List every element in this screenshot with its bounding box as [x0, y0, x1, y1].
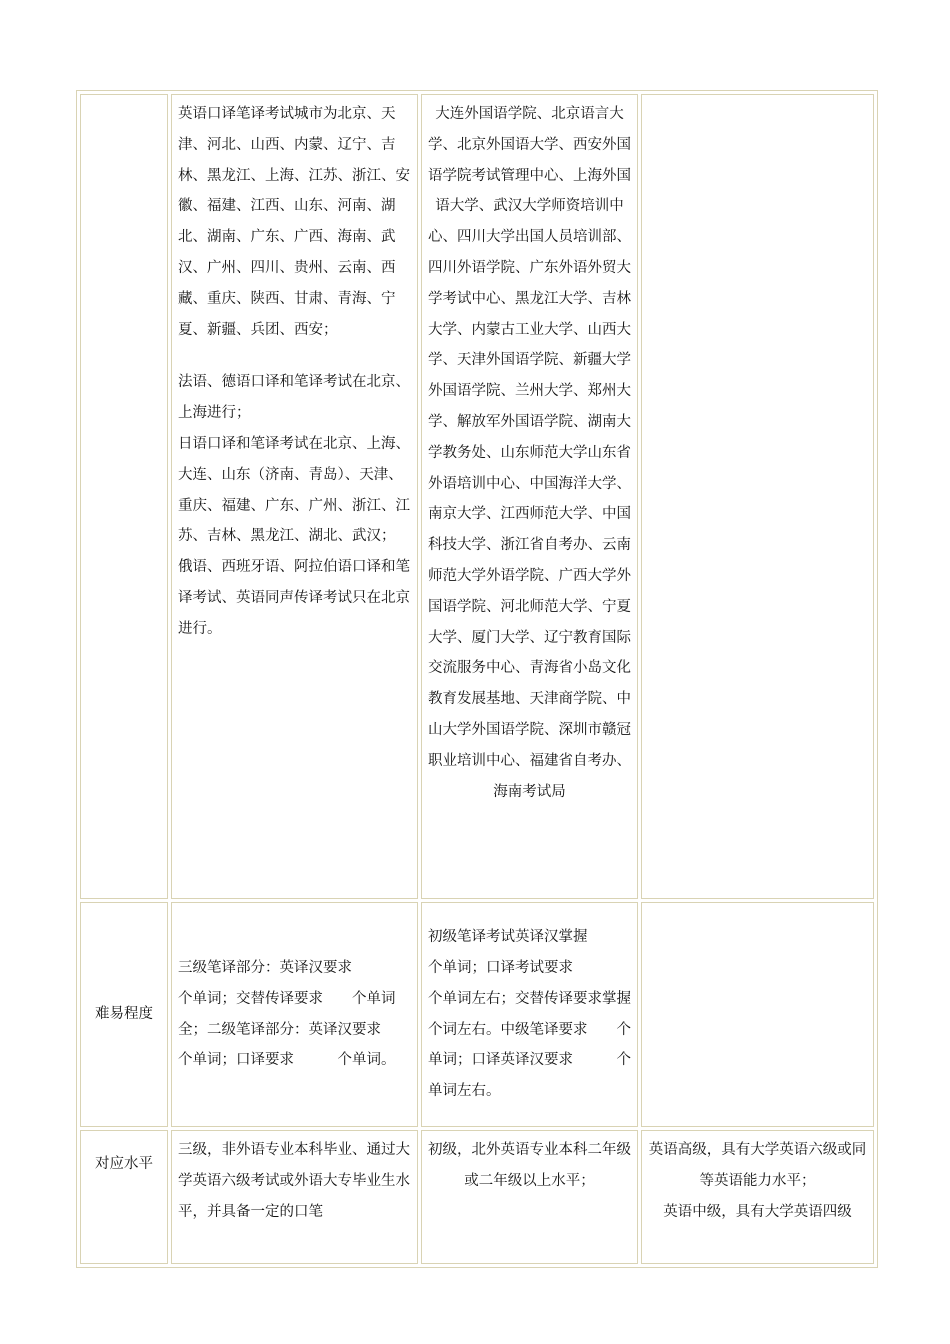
difficulty-label: 难易程度 [80, 902, 168, 1127]
exam-institutions-cell [421, 94, 638, 899]
level-cell-nati [421, 1130, 638, 1264]
level-cell-shanghai [641, 1130, 874, 1264]
difficulty-cell-catti [171, 902, 418, 1127]
table-row-exam-cities [80, 94, 874, 899]
level-text-nati: 初级，北外英语专业本科二年级或二年级以上水平； [428, 1142, 631, 1189]
table-row-difficulty [80, 902, 874, 1127]
japanese-cities-text: 日语口译和笔译考试在北京、上海、大连、山东（济南、青岛）、天津、重庆、福建、广东、广州、浙江、江苏、吉林、黑龙江、湖北、武汉； [178, 435, 410, 545]
difficulty-text-nati: 初级笔译考试英译汉掌握 个单词；口译考试要求 个单词左右；交替传译要求掌握 个词左右。中级笔译要求 个单词；口译英译汉要求 个单词左右。 [428, 929, 660, 1100]
other-languages-cities-text: 俄语、西班牙语、阿拉伯语口译和笔译考试、英语同声传译考试只在北京进行。 [178, 559, 410, 637]
empty-cell [641, 94, 874, 899]
difficulty-text-catti: 三级笔译部分：英译汉要求 个单词；交替传译要求 个单词全；二级笔译部分：英译汉要求 个单词；口译要求 个单词。 [178, 959, 410, 1069]
empty-cell [641, 902, 874, 1127]
level-text-intermediate: 英语中级，具有大学英语四级 [663, 1203, 852, 1220]
french-german-cities-text: 法语、德语口译和笔译考试在北京、上海进行； [178, 374, 410, 422]
exam-comparison-table [76, 90, 878, 1268]
difficulty-cell-nati [421, 902, 660, 1127]
table-row-level [80, 1130, 874, 1264]
level-text-catti: 三级，非外语专业本科毕业、通过大学英语六级考试或外语大专毕业生水平，并具备一定的口笔 [178, 1142, 410, 1220]
level-label: 对应水平 [80, 1130, 168, 1264]
english-cities-text: 英语口译笔译考试城市为北京、天津、河北、山西、内蒙、辽宁、吉林、黑龙江、上海、江苏、浙江、安徽、福建、江西、山东、河南、湖北、湖南、广东、广西、海南、武汉、广州、四川、贵州、云南、西藏、重庆、陕西、甘肃、青海、宁夏、新疆、兵团、西安； [178, 106, 410, 338]
level-cell-catti [171, 1130, 418, 1264]
exam-cities-cell [171, 94, 418, 899]
paragraph-gap [178, 345, 411, 367]
row-label-cell [80, 94, 168, 899]
level-text-advanced: 英语高级，具有大学英语六级或同等英语能力水平； [648, 1142, 867, 1189]
institutions-text: 大连外国语学院、北京语言大学、北京外国语大学、西安外国语学院考试管理中心、上海外国语大学、武汉大学师资培训中心、四川大学出国人员培训部、四川外语学院、广东外语外贸大学考试中心、黑龙江大学、吉林大学、内蒙古工业大学、山西大学、天津外国语学院、新疆大学外国语学院、兰州大学、郑州大学、解放军外国语学院、湖南大学教务处、山东师范大学山东省外语培训中心、中国海洋大学、南京大学、江西师范大学、中国科技大学、浙江省自考办、云南师范大学外语学院、广西大学外国语学院、河北师范大学、宁夏大学、厦门大学、辽宁教育国际交流服务中心、青海省小岛文化教育发展基地、天津商学院、中山大学外国语学院、深圳市赣冠职业培训中心、福建省自考办、海南考试局 [428, 106, 631, 800]
